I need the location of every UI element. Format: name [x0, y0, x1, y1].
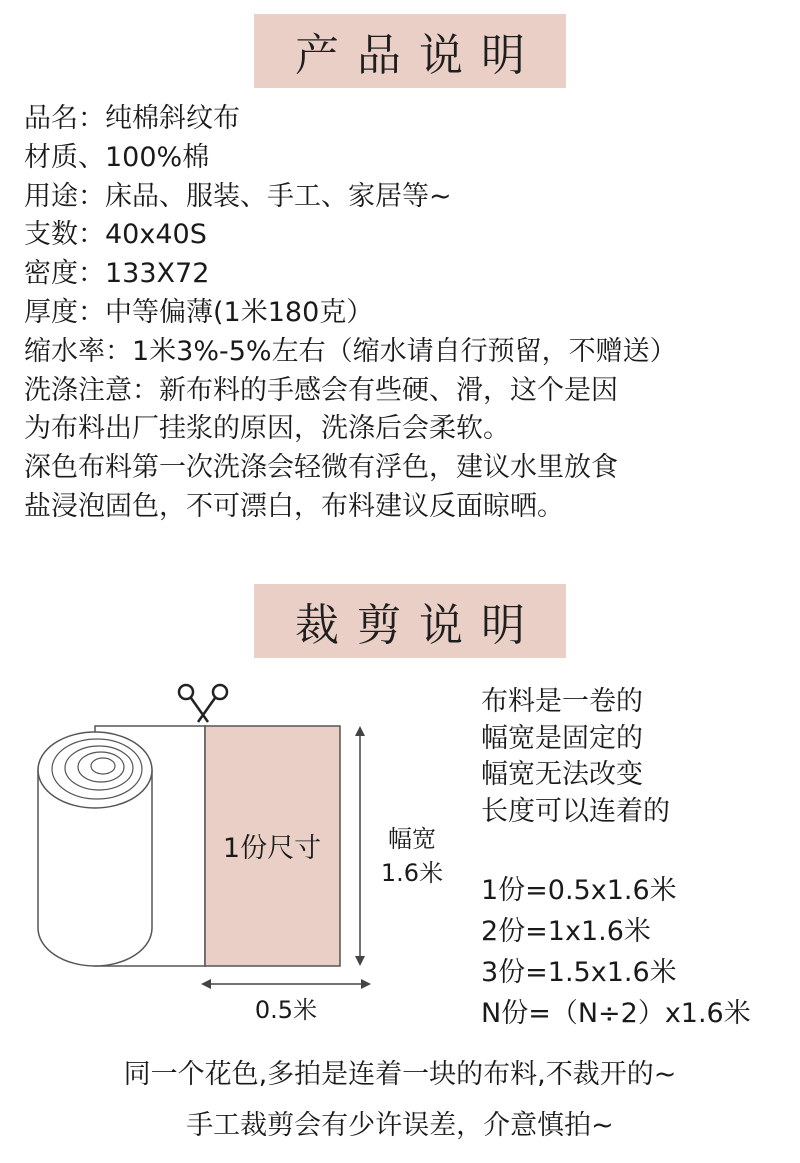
formula-line: 1份=0.5x1.6米 [481, 875, 677, 906]
note-line: 长度可以连着的 [481, 795, 670, 827]
footer-note-1: 同一个花色,多拍是连着一块的布料,不裁开的~ [123, 1059, 677, 1090]
note-line: 幅宽无法改变 [481, 759, 643, 790]
formula-line: 2份=1x1.6米 [481, 916, 651, 947]
spec-line-count: 支数：40x40S [24, 219, 207, 251]
note-line: 布料是一卷的 [481, 686, 643, 717]
width-arrow [355, 726, 365, 966]
spec-line-density: 密度：133X72 [24, 258, 210, 290]
length-arrow [201, 979, 371, 989]
cutting-notes [481, 684, 791, 830]
width-value: 1.6米 [380, 859, 444, 887]
section-title-cutting: 裁剪说明 [254, 584, 566, 658]
portion-formulas [481, 870, 796, 1034]
width-label: 幅宽 [388, 825, 436, 853]
spec-line-usage: 用途：床品、服装、手工、家居等~ [24, 180, 452, 212]
fabric-roll-icon [38, 726, 205, 966]
scissors-icon [179, 685, 227, 722]
spec-line-thickness: 厚度：中等偏薄(1米180克） [24, 296, 374, 328]
spec-line-wash-4: 盐浸泡固色，不可漂白，布料建议反面晾晒。 [24, 490, 564, 522]
spec-line-name: 品名：纯棉斜纹布 [24, 103, 240, 134]
spec-line-wash-1: 洗涤注意：新布料的手感会有些硬、滑，这个是因 [24, 374, 618, 406]
note-line: 幅宽是固定的 [481, 722, 643, 754]
spec-line-shrinkage: 缩水率：1米3%-5%左右（缩水请自行预留，不赠送） [24, 335, 677, 367]
formula-line: 3份=1.5x1.6米 [481, 957, 677, 988]
product-spec-list [24, 100, 794, 527]
section-title-product: 产品说明 [254, 14, 566, 88]
spec-line-wash-2: 为布料出厂挂浆的原因，洗涤后会柔软。 [24, 413, 510, 445]
formula-line: N份=（N÷2）x1.6米 [481, 998, 751, 1029]
spec-line-material: 材质、100%棉 [24, 141, 210, 173]
footer-note-2: 手工裁剪会有少许误差，介意慎拍~ [186, 1110, 614, 1141]
length-label: 0.5米 [254, 996, 318, 1024]
piece-label: 1份尺寸 [222, 833, 322, 864]
spec-line-wash-3: 深色布料第一次洗涤会轻微有浮色，建议水里放食 [24, 452, 618, 484]
